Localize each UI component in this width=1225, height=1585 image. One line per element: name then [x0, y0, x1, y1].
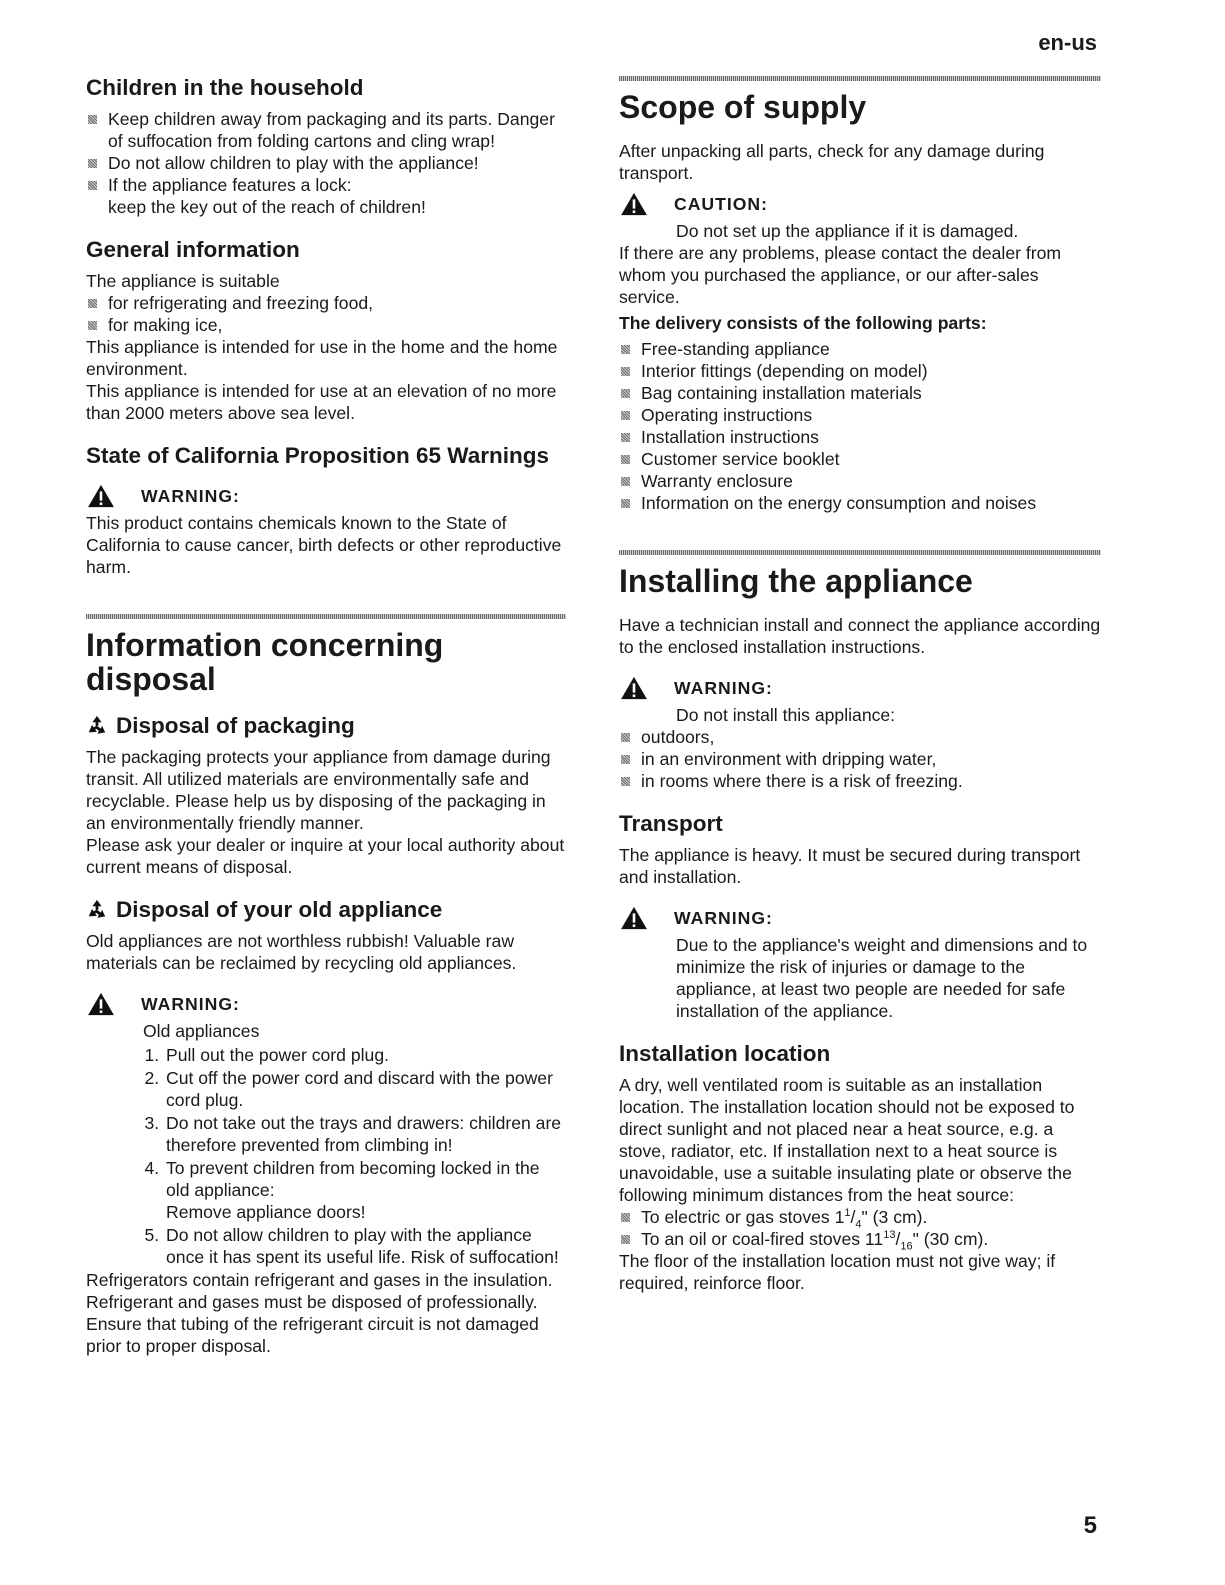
- warning-icon: [86, 484, 116, 508]
- prop65-warning: [86, 484, 566, 508]
- transport-heading: Transport: [619, 811, 723, 836]
- lock-line: If the appliance features a lock:: [108, 175, 352, 195]
- list-item: Do not allow children to play with the appliance!: [86, 152, 566, 174]
- packaging-paragraph: Please ask your dealer or inquire at your local authority about current means of disposal.: [86, 835, 565, 877]
- list-item: Installation instructions: [619, 426, 1101, 448]
- general-intro: The appliance is suitable: [86, 271, 280, 291]
- general-list: [86, 292, 566, 336]
- location-list: [619, 1206, 1101, 1253]
- language-code: en-us: [1038, 30, 1097, 55]
- prop65-heading: State of California Proposition 65 Warnings: [86, 443, 549, 468]
- step-extra: Remove appliance doors!: [166, 1202, 366, 1222]
- recycle-icon: [86, 898, 108, 920]
- step-item: 1. Pull out the power cord plug.: [164, 1044, 566, 1066]
- list-item: Bag containing installation materials: [619, 382, 1101, 404]
- left-column: [86, 74, 566, 1357]
- children-list: [86, 108, 566, 218]
- list-item: Information on the energy consumption and noises: [619, 492, 1101, 514]
- disposal-steps: [86, 1044, 566, 1268]
- delivery-heading: The delivery consists of the following parts:: [619, 313, 987, 333]
- general-paragraph: This appliance is intended for use at an elevation of no more than 2000 meters above sea level.: [86, 381, 557, 423]
- old-appliance-title: Disposal of your old appliance: [116, 897, 443, 922]
- location-closing: The floor of the installation location must not give way; if required, reinforce floor.: [619, 1251, 1056, 1293]
- list-item: [86, 174, 566, 218]
- disposal-heading: Information concerning disposal: [86, 627, 444, 697]
- transport-text: The appliance is heavy. It must be secured during transport and installation.: [619, 845, 1081, 887]
- list-item: in an environment with dripping water,: [619, 748, 1101, 770]
- right-column: [619, 76, 1101, 1294]
- warning-label: WARNING:: [674, 677, 773, 698]
- prop65-text: This product contains chemicals known to the State of California to cause cancer, birth defects or other reproductive harm.: [86, 513, 562, 577]
- warning-icon: [619, 192, 649, 216]
- warning-icon: [86, 992, 116, 1016]
- step-item: 2. Cut off the power cord and discard with the power cord plug.: [164, 1067, 566, 1111]
- warning-intro: Old appliances: [143, 1021, 260, 1041]
- packaging-paragraph: The packaging protects your appliance from damage during transit. All utilized materials are environmentally safe and recyclable. Please help us by disposing of the packaging in an environmentally friendly manner.: [86, 747, 551, 833]
- delivery-list: [619, 338, 1101, 514]
- scope-heading: Scope of supply: [619, 89, 867, 125]
- warning-label: WARNING:: [141, 485, 240, 506]
- scope-intro: After unpacking all parts, check for any damage during transport.: [619, 141, 1045, 183]
- general-paragraph: This appliance is intended for use in the home and the home environment.: [86, 337, 558, 379]
- section-divider: [619, 550, 1101, 555]
- warning-icon: [619, 676, 649, 700]
- general-heading: General information: [86, 237, 300, 262]
- list-item: Customer service booklet: [619, 448, 1101, 470]
- installing-warning: [619, 676, 1101, 700]
- location-text: A dry, well ventilated room is suitable as an installation location. The installation location should not be exposed to direct sunlight and not placed near a heat source, e.g. a stove, radiator, etc. If installation next to a heat source is unavoidable, use a suitable insulating plate or observe the following minimum distances from the heat source:: [619, 1075, 1075, 1205]
- list-item: Warranty enclosure: [619, 470, 1101, 492]
- scope-problems: If there are any problems, please contact the dealer from whom you purchased the appliance, or our after-sales service.: [619, 243, 1062, 307]
- step-text: To prevent children from becoming locked in the old appliance:: [166, 1158, 540, 1200]
- location-heading: Installation location: [619, 1041, 831, 1066]
- list-item: To electric or gas stoves $1^1/_4$" (3 cm).: [619, 1206, 1101, 1228]
- step-item: 5. Do not allow children to play with the appliance once it has spent its useful life. Risk of suffocation!: [164, 1224, 566, 1268]
- list-item: Free-standing appliance: [619, 338, 1101, 360]
- lock-continuation: keep the key out of the reach of children!: [108, 197, 426, 217]
- old-appliance-heading: [86, 896, 566, 923]
- installing-warning-list: [619, 726, 1101, 792]
- list-item: Operating instructions: [619, 404, 1101, 426]
- packaging-title: Disposal of packaging: [116, 713, 355, 738]
- list-item: for making ice,: [86, 314, 566, 336]
- disposal-closing: Refrigerators contain refrigerant and gases in the insulation. Refrigerant and gases must be disposed of professionally. Ensure that tubing of the refrigerant circuit is not damaged prior to proper disposal.: [86, 1270, 553, 1356]
- recycle-icon: [86, 714, 108, 736]
- list-item: in rooms where there is a risk of freezing.: [619, 770, 1101, 792]
- caution-label: CAUTION:: [674, 193, 769, 214]
- warning-intro: Do not install this appliance:: [676, 705, 896, 725]
- transport-warning: [619, 906, 1101, 930]
- old-appliance-warning: [86, 992, 566, 1016]
- children-heading: Children in the household: [86, 75, 364, 100]
- installing-heading: Installing the appliance: [619, 563, 973, 599]
- packaging-heading: [86, 712, 566, 739]
- list-item: outdoors,: [619, 726, 1101, 748]
- section-divider: [86, 614, 566, 619]
- page-number: 5: [1083, 1512, 1097, 1539]
- warning-icon: [619, 906, 649, 930]
- old-appliance-paragraph: Old appliances are not worthless rubbish! Valuable raw materials can be reclaimed by recycling old appliances.: [86, 931, 517, 973]
- section-divider: [619, 76, 1101, 81]
- list-item: Keep children away from packaging and its parts. Danger of suffocation from folding cartons and cling wrap!: [86, 108, 566, 152]
- list-item: for refrigerating and freezing food,: [86, 292, 566, 314]
- warning-label: WARNING:: [141, 993, 240, 1014]
- caution-block: [619, 192, 1101, 216]
- caution-text: Do not set up the appliance if it is damaged.: [676, 221, 1019, 241]
- list-item: Interior fittings (depending on model): [619, 360, 1101, 382]
- warning-label: WARNING:: [674, 907, 773, 928]
- transport-warning-text: Due to the appliance's weight and dimensions and to minimize the risk of injuries or damage to the appliance, at least two people are needed for safe installation of the appliance.: [676, 935, 1088, 1021]
- step-item: [164, 1157, 566, 1223]
- list-item: To an oil or coal-fired stoves $11^{13}/_{16}$" (30 cm).: [619, 1228, 1101, 1250]
- step-item: 3. Do not take out the trays and drawers: children are therefore prevented from climbing in!: [164, 1112, 566, 1156]
- installing-intro: Have a technician install and connect the appliance according to the enclosed installation instructions.: [619, 615, 1101, 657]
